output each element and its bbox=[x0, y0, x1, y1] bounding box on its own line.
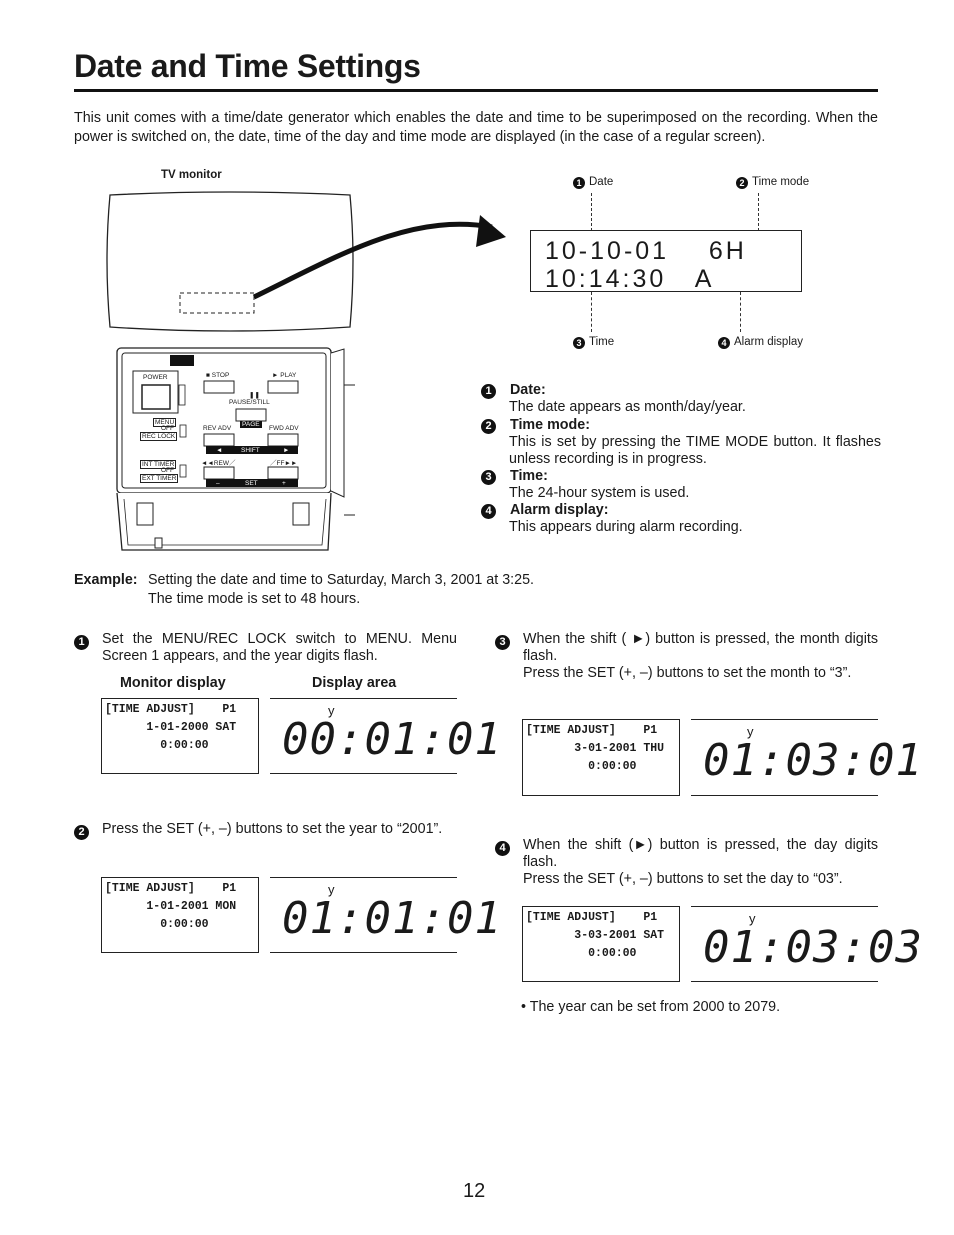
rev-adv-label: REV ADV bbox=[203, 425, 232, 432]
tv-monitor-label: TV monitor bbox=[161, 169, 222, 181]
dash-alarm bbox=[740, 292, 741, 332]
step-1-monitor: [TIME ADJUST] P1 1-01-2000 SAT 0:00:00 bbox=[101, 698, 259, 774]
pause-still-label: PAUSE/STILL bbox=[229, 399, 270, 406]
arrow-head bbox=[476, 215, 506, 247]
callout-time-mode: 2 Time mode bbox=[736, 176, 809, 189]
step-3-lcd: 01:03:01 bbox=[703, 735, 923, 786]
example-line-2: The time mode is set to 48 hours. bbox=[148, 591, 361, 607]
step-3-display-area bbox=[691, 719, 923, 796]
page-number: 12 bbox=[463, 1180, 486, 1202]
shift-right-label: ► bbox=[283, 447, 290, 454]
shift-label: SHIFT bbox=[241, 447, 260, 454]
step-4-display-area bbox=[691, 906, 923, 982]
ext-timer-label: EXT TIMER bbox=[142, 475, 177, 482]
example-line-1: Setting the date and time to Saturday, March 3, 2001 at 3:25. bbox=[148, 572, 534, 588]
ff-label: ／FF►► bbox=[270, 460, 298, 467]
step-2-monitor: [TIME ADJUST] P1 1-01-2001 MON 0:00:00 bbox=[101, 877, 259, 953]
step-4-lcd-mark: y bbox=[749, 911, 756, 926]
step-1-display-area bbox=[270, 698, 502, 774]
step-2-number: 2 bbox=[74, 822, 89, 840]
step-2-text: Press the SET (+, –) buttons to set the year to “2001”. bbox=[102, 821, 443, 837]
osd-display bbox=[530, 230, 802, 292]
monitor-display-header: Monitor display bbox=[120, 675, 226, 691]
stop-label: ■ STOP bbox=[206, 372, 230, 379]
callout-alarm: 4 Alarm display bbox=[718, 336, 803, 349]
minus-label: – bbox=[216, 480, 220, 487]
osd-line-2: 10:14:30 A bbox=[545, 265, 715, 293]
callout-date: 1 Date bbox=[573, 176, 613, 189]
dash-time bbox=[591, 292, 592, 332]
step-1-lcd: 00:01:01 bbox=[282, 714, 502, 765]
year-range-note: • The year can be set from 2000 to 2079. bbox=[521, 999, 781, 1015]
step-2-display-area bbox=[270, 877, 502, 953]
step-1-text: Set the MENU/REC LOCK switch to MENU. Menu Screen 1 appears, and the year digits flash. bbox=[102, 631, 457, 664]
set-label: SET bbox=[245, 480, 258, 487]
example-label: Example: bbox=[74, 572, 138, 588]
plus-label: + bbox=[282, 480, 286, 487]
page-title: Date and Time Settings bbox=[74, 48, 421, 84]
step-1-lcd-mark: y bbox=[328, 703, 335, 718]
display-area-header: Display area bbox=[312, 675, 397, 691]
step-4-number: 4 bbox=[495, 838, 510, 856]
desc-alarm: 4 Alarm display: This appears during alarm recording. bbox=[481, 502, 881, 536]
off-label-2: OFF bbox=[161, 467, 174, 474]
rew-label: ◄◄REW／ bbox=[201, 460, 236, 467]
shift-left-label: ◄ bbox=[216, 447, 223, 454]
intro-paragraph: This unit comes with a time/date generator which enables the date and time to be superimposed on the recording. When the power is switched on, the date, time of the day and time mode are displayed (in the case of a regular screen). bbox=[74, 110, 878, 145]
pause-symbol: ❚❚ bbox=[249, 392, 260, 399]
desc-date: 1 Date: The date appears as month/day/year. bbox=[481, 382, 881, 416]
dash-date bbox=[591, 193, 592, 231]
tv-screen-outline bbox=[107, 192, 353, 331]
rec-lock-label: REC LOCK bbox=[142, 433, 176, 440]
step-4-lcd: 01:03:03 bbox=[703, 922, 923, 973]
page-label: PAGE bbox=[242, 421, 260, 428]
desc-time-mode: 2 Time mode: This is set by pressing the TIME MODE button. It flashes unless recording is in progress. bbox=[481, 417, 881, 468]
osd-line-1: 10-10-01 6H bbox=[545, 237, 747, 265]
step-3-number: 3 bbox=[495, 632, 510, 650]
menu-label: MENU bbox=[155, 419, 175, 426]
fwd-adv-label: FWD ADV bbox=[269, 425, 299, 432]
step-1-number: 1 bbox=[74, 632, 89, 650]
play-label: ► PLAY bbox=[272, 372, 297, 379]
step-2-lcd: 01:01:01 bbox=[282, 893, 502, 944]
dash-time-mode bbox=[758, 193, 759, 231]
power-label: POWER bbox=[143, 374, 168, 381]
step-4-monitor: [TIME ADJUST] P1 3-03-2001 SAT 0:00:00 bbox=[522, 906, 680, 982]
int-timer-label: INT TIMER bbox=[142, 461, 175, 468]
title-rule bbox=[74, 89, 878, 92]
step-4-text: When the shift (►) button is pressed, the day digits flash. Press the SET (+, –) buttons to set the day to “03”. bbox=[523, 837, 878, 887]
step-3-text: When the shift ( ►) button is pressed, the month digits flash. Press the SET (+, –) buttons to set the month to “3”. bbox=[523, 631, 878, 681]
desc-time: 3 Time: The 24-hour system is used. bbox=[481, 468, 881, 502]
step-3-lcd-mark: y bbox=[747, 724, 754, 739]
callout-time: 3 Time bbox=[573, 336, 614, 349]
step-2-lcd-mark: y bbox=[328, 882, 335, 897]
off-label-1: OFF bbox=[161, 425, 174, 432]
step-3-monitor: [TIME ADJUST] P1 3-01-2001 THU 0:00:00 bbox=[522, 719, 680, 796]
